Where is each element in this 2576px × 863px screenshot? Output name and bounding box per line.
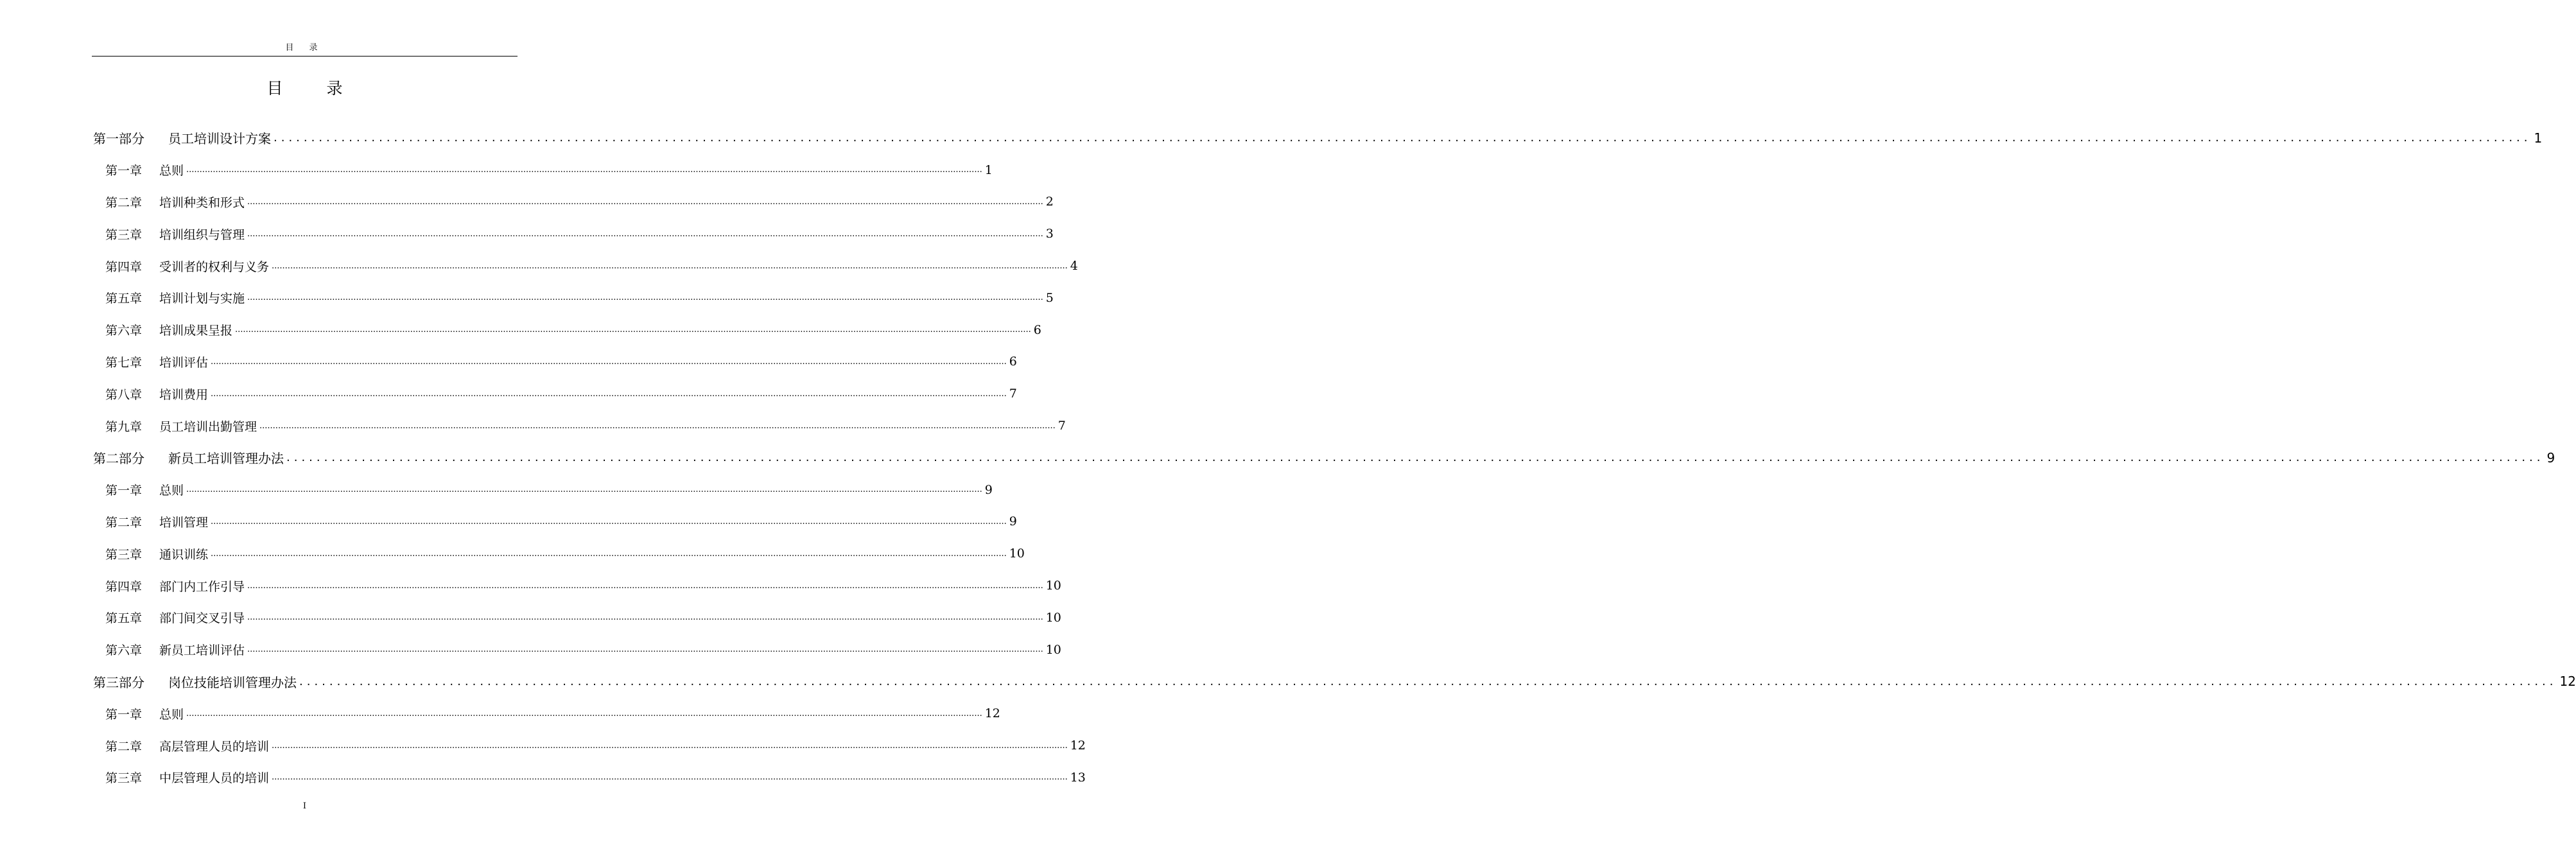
toc-entry-title: 新员工培训评估 <box>159 643 245 658</box>
toc-part-entry[interactable] <box>0 122 2543 154</box>
toc-entry-number: 第二章 <box>105 195 143 210</box>
toc-chapter-entry[interactable] <box>0 410 1066 442</box>
toc-entry-title: 高层管理人员的培训 <box>159 739 270 754</box>
toc-dot-leader: ............................................................................................................................................................................................................................................................................................................ <box>211 516 1007 527</box>
toc-entry-title: 新员工培训管理办法 <box>168 451 284 467</box>
toc-entry-title: 培训评估 <box>159 355 209 370</box>
toc-dot-leader: ............................................................................................................................................................................................................................................................................................................ <box>259 421 1056 431</box>
toc-entry-number: 第六章 <box>105 324 143 338</box>
toc-dot-leader: ............................................................................................................................................................................................................................................................................................................ <box>272 740 1068 751</box>
toc-entry-page: 7 <box>1009 387 1017 401</box>
toc-dot-leader: ............................................................................................................................................................................................................................................................................................................ <box>272 261 1068 271</box>
toc-dot-leader: ............................................................................................................................................................................................................................................................................................................ <box>211 548 1007 559</box>
toc-entry-page: 12 <box>1070 738 1086 753</box>
toc-dot-leader: ............................................................................................................................................................................................................................................................................................................ <box>186 708 982 719</box>
toc-entry-page: 12 <box>2559 674 2576 690</box>
toc-chapter-entry[interactable] <box>0 506 1017 538</box>
toc-entry-page: 10 <box>1009 546 1025 561</box>
toc-entry-title: 员工培训出勤管理 <box>159 419 257 434</box>
toc-chapter-entry[interactable] <box>0 378 1017 410</box>
toc-entry-number: 第二章 <box>105 515 143 530</box>
toc-chapter-entry[interactable] <box>0 602 1061 634</box>
toc-entry-title: 培训费用 <box>159 387 209 402</box>
toc-entry-number: 第三部分 <box>93 674 144 690</box>
toc-entry-title: 培训计划与实施 <box>159 292 245 306</box>
toc-entry-page: 6 <box>1033 322 1041 337</box>
toc-chapter-entry[interactable] <box>0 186 1054 218</box>
toc-entry-title: 总则 <box>159 707 184 722</box>
toc-entry-title: 员工培训设计方案 <box>168 131 271 147</box>
toc-dot-leader: ............................................................................................................................................................................................................................................................................................................ <box>272 772 1068 783</box>
toc-entry-number: 第一章 <box>105 707 143 722</box>
toc-dot-leader: ............................................................................................................................................................................................................................................................................................................ <box>247 645 1043 655</box>
page-title: 目 录 <box>266 79 362 98</box>
toc-dot-leader: ............................................................................................................................................................................................................................................................................................................ <box>247 229 1043 239</box>
toc-entry-page: 3 <box>1045 227 1054 241</box>
toc-dot-leader: ............................................................................................................................................................................................................................................................................................................ <box>186 485 982 495</box>
toc-entry-page: 1 <box>984 162 993 177</box>
toc-entry-number: 第三章 <box>105 771 143 786</box>
toc-entry-page: 10 <box>1045 579 1061 593</box>
toc-entry-number: 第一章 <box>105 484 143 498</box>
toc-chapter-entry[interactable] <box>0 697 1000 729</box>
toc-entry-number: 第一部分 <box>93 131 144 147</box>
toc-entry-number: 第三章 <box>105 547 143 562</box>
toc-chapter-entry[interactable] <box>0 250 1078 282</box>
toc-dot-leader: ............................................................................................................................................................................................................................................................................................................ <box>211 388 1007 399</box>
toc-dot-leader: ............................................................................................................................................................................................................................................................................................................ <box>211 356 1007 367</box>
toc-entry-page: 13 <box>1070 770 1086 785</box>
toc-entry-page: 9 <box>2546 449 2555 466</box>
toc-entry-number: 第四章 <box>105 579 143 594</box>
toc-entry-number: 第五章 <box>105 611 143 626</box>
toc-entry-number: 第一章 <box>105 164 143 179</box>
toc-dot-leader: ............................................................................................................................................................................................................................................................................................................ <box>247 293 1043 303</box>
toc-entry-number: 第五章 <box>105 292 143 306</box>
toc-entry-title: 岗位技能培训管理办法 <box>168 674 297 690</box>
toc-dot-leader: ............................................................................................................................................................................................................................................................................................................ <box>274 131 2532 145</box>
toc-entry-number: 第八章 <box>105 387 143 402</box>
toc-entry-number: 第二部分 <box>93 451 144 467</box>
page-number: I <box>302 801 307 811</box>
toc-dot-leader: ............................................................................................................................................................................................................................................................................................................ <box>186 165 982 175</box>
toc-entry-title: 部门间交叉引导 <box>159 611 245 626</box>
toc-entry-page: 6 <box>1009 354 1017 369</box>
toc-chapter-entry[interactable] <box>0 282 1054 314</box>
toc-entry-number: 第七章 <box>105 355 143 370</box>
toc-entry-title: 中层管理人员的培训 <box>159 771 270 786</box>
toc-part-entry[interactable] <box>0 666 2576 698</box>
toc-entry-title: 总则 <box>159 164 184 179</box>
toc-entry-page: 7 <box>1057 419 1066 433</box>
toc-chapter-entry[interactable] <box>0 314 1041 346</box>
toc-entry-page: 9 <box>984 482 993 497</box>
toc-entry-page: 10 <box>1045 642 1061 657</box>
toc-entry-number: 第三章 <box>105 227 143 242</box>
toc-entry-page: 2 <box>1045 195 1054 209</box>
table-of-contents <box>0 122 2576 794</box>
toc-entry-title: 培训成果呈报 <box>159 324 233 338</box>
toc-entry-number: 第二章 <box>105 739 143 754</box>
toc-entry-title: 通识训练 <box>159 547 209 562</box>
toc-dot-leader: ............................................................................................................................................................................................................................................................................................................ <box>247 613 1043 623</box>
toc-entry-title: 总则 <box>159 484 184 498</box>
toc-chapter-entry[interactable] <box>0 729 1086 762</box>
toc-entry-page: 10 <box>1045 610 1061 625</box>
toc-chapter-entry[interactable] <box>0 762 1086 794</box>
toc-chapter-entry[interactable] <box>0 474 993 506</box>
toc-dot-leader: ............................................................................................................................................................................................................................................................................................................ <box>286 451 2545 465</box>
toc-dot-leader: ............................................................................................................................................................................................................................................................................................................ <box>247 580 1043 591</box>
toc-entry-page: 9 <box>1009 514 1017 529</box>
header-rule <box>92 56 518 57</box>
toc-entry-number: 第九章 <box>105 419 143 434</box>
toc-entry-page: 1 <box>2534 130 2543 146</box>
toc-dot-leader: ............................................................................................................................................................................................................................................................................................................ <box>235 325 1031 335</box>
toc-entry-title: 培训种类和形式 <box>159 195 245 210</box>
toc-entry-number: 第四章 <box>105 259 143 274</box>
toc-dot-leader: ............................................................................................................................................................................................................................................................................................................ <box>247 196 1043 207</box>
toc-entry-title: 培训组织与管理 <box>159 227 245 242</box>
toc-part-entry[interactable] <box>0 442 2555 474</box>
toc-entry-page: 12 <box>984 706 1000 721</box>
toc-entry-title: 受训者的权利与义务 <box>159 259 270 274</box>
toc-chapter-entry[interactable] <box>0 634 1061 666</box>
toc-entry-page: 5 <box>1045 290 1054 305</box>
running-header: 目 录 <box>285 43 324 53</box>
toc-chapter-entry[interactable] <box>0 346 1017 378</box>
toc-chapter-entry[interactable] <box>0 154 993 186</box>
toc-dot-leader: ............................................................................................................................................................................................................................................................................................................ <box>299 674 2557 688</box>
toc-entry-page: 4 <box>1070 259 1078 274</box>
toc-chapter-entry[interactable] <box>0 537 1025 570</box>
toc-entry-title: 部门内工作引导 <box>159 579 245 594</box>
toc-entry-title: 培训管理 <box>159 515 209 530</box>
toc-entry-number: 第六章 <box>105 643 143 658</box>
toc-chapter-entry[interactable] <box>0 570 1061 602</box>
toc-chapter-entry[interactable] <box>0 218 1054 250</box>
